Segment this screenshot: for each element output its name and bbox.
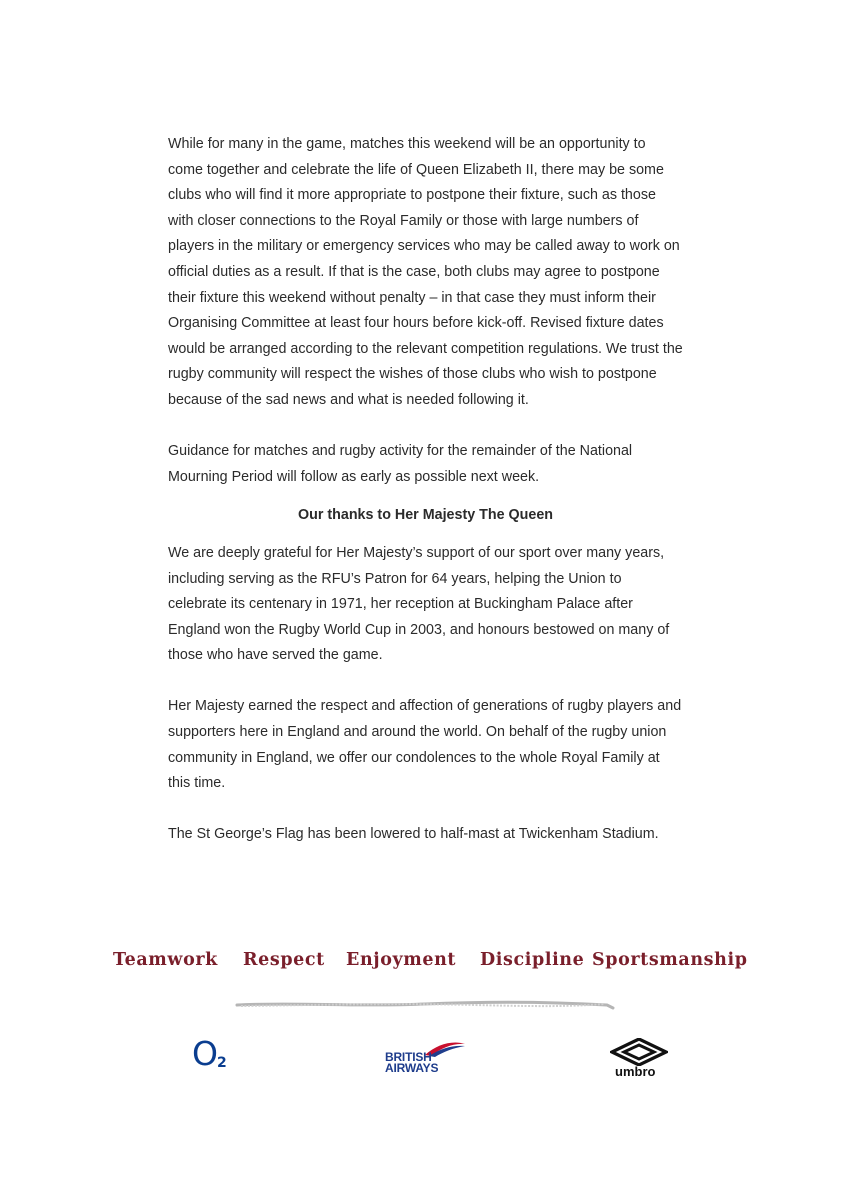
british-airways-logo: BRITISH AIRWAYS xyxy=(383,1040,473,1076)
value-enjoyment: Enjoyment xyxy=(346,950,457,970)
paragraph-postponement: While for many in the game, matches this weekend will be an opportunity to come together and celebrate the life of Queen Elizabeth II, there may be some clubs who will find it more appropriate to postpone their fixture, such as those with closer connections to the Royal Family or those with large numbers of players in the military or emergency services who may be called away to work on official duties as a result. If that is the case, both clubs may agree to postpone their fixture this weekend without penalty – in that case they must inform their Organising Committee at least four hours before kick-off. Revised fixture dates would be arranged according to the relevant competition regulations. We trust the rugby community will respect the wishes of those clubs who wish to postpone because of the sad news and what is needed following it. xyxy=(168,136,683,408)
o2-logo: O 2 xyxy=(192,1034,227,1073)
core-values-strip xyxy=(0,950,849,980)
section-heading: Our thanks to Her Majesty The Queen xyxy=(297,507,554,524)
value-discipline: Discipline xyxy=(480,950,585,970)
value-teamwork: Teamwork xyxy=(113,950,218,970)
paragraph-gratitude: We are deeply grateful for Her Majesty’s support of our sport over many years, including serving as the RFU’s Patron for 64 years, helping the Union to celebrate its centenary in 1971, her reception at Buckingham Palace after England won the Rugby World Cup in 2003, and honours bestowed on many of those who have served the game. xyxy=(168,544,670,664)
paragraph-condolences: Her Majesty earned the respect and affection of generations of rugby players and supporters here in England and around the world. On behalf of the rugby union community in England, we offer our condolences to the whole Royal Family at this time. xyxy=(168,698,682,792)
letter-body xyxy=(168,132,683,848)
brush-divider xyxy=(235,998,615,1012)
paragraph-guidance: Guidance for matches and rugby activity for the remainder of the National Mourning Period will follow as early as possible next week. xyxy=(168,443,633,485)
umbro-diamond-icon xyxy=(610,1038,668,1066)
umbro-logo: umbro xyxy=(609,1038,671,1080)
value-respect: Respect xyxy=(243,950,325,970)
paragraph-flag: The St George’s Flag has been lowered to half-mast at Twickenham Stadium. xyxy=(168,826,659,843)
value-sportsmanship: Sportsmanship xyxy=(592,950,748,970)
